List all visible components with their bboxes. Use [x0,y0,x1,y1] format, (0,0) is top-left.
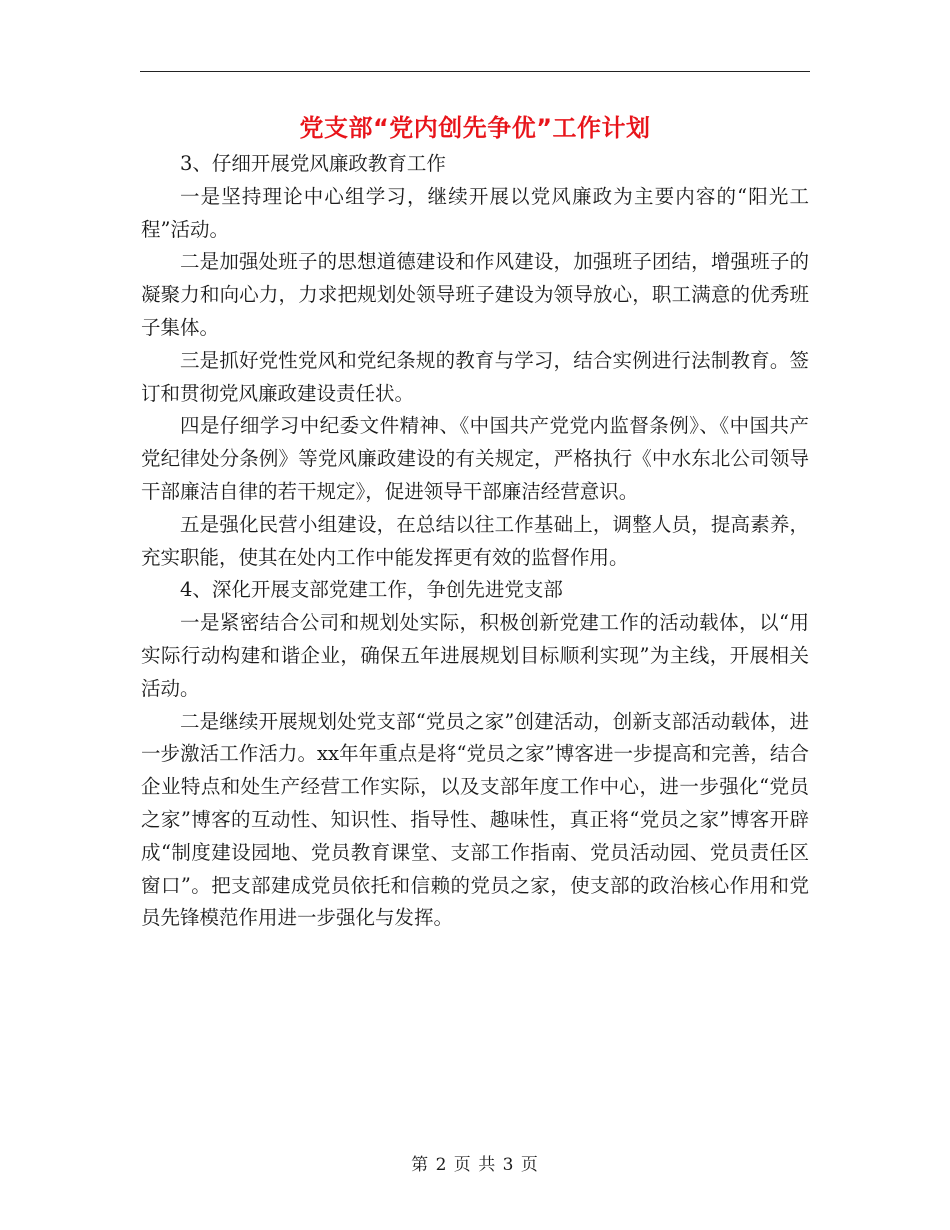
footer-suffix: 页 [520,1155,539,1175]
document-body [141,148,809,935]
footer-prefix: 第 [411,1155,430,1175]
paragraph: 三是抓好党性党风和党纪条规的教育与学习，结合实例进行法制教育。签订和贯彻党风廉政建设责任状。 [141,348,809,405]
section-heading-3: 3、仔细开展党风廉政教育工作 [180,152,446,175]
paragraph: 二是继续开展规划处党支部“党员之家”创建活动，创新支部活动载体，进一步激活工作活力。xx年年重点是将“党员之家”博客进一步提高和完善，结合企业特点和处生产经营工作实际，以及支部年度工作中心，进一步强化“党员之家”博客的互动性、知识性、指导性、趣味性，真正将“党员之家”博客开辟成“制度建设园地、党员教育课堂、支部工作指南、党员活动园、党员责任区窗口”。把支部建成党员依托和信赖的党员之家，使支部的政治核心作用和党员先锋模范作用进一步强化与发挥。 [141,709,809,930]
paragraph: 一是紧密结合公司和规划处实际，积极创新党建工作的活动载体，以“用实际行动构建和谐企业，确保五年进展规划目标顺利实现”为主线，开展相关活动。 [141,611,809,700]
footer-current-page: 2 [435,1155,448,1175]
paragraph: 五是强化民营小组建设，在总结以往工作基础上，调整人员，提高素养，充实职能，使其在处内工作中能发挥更有效的监督作用。 [141,512,809,569]
document-title: 党支部“党内创先争优”工作计划 [299,114,651,142]
section-heading-4: 4、深化开展支部党建工作，争创先进党支部 [180,578,563,602]
paragraph: 四是仔细学习中纪委文件精神、《中国共产党党内监督条例》、《中国共产党纪律处分条例》等党风廉政建设的有关规定，严格执行《中水东北公司领导干部廉洁自律的若干规定》，促进领导干部廉洁经营意识。 [141,414,809,503]
paragraph: 一是坚持理论中心组学习，继续开展以党风廉政为主要内容的“阳光工程”活动。 [141,184,809,241]
page-footer [0,1150,950,1175]
footer-total-pages: 3 [502,1155,515,1175]
footer-middle: 页 共 [453,1155,497,1175]
paragraph: 二是加强处班子的思想道德建设和作风建设，加强班子团结，增强班子的凝聚力和向心力，力求把规划处领导班子建设为领导放心，职工满意的优秀班子集体。 [141,250,809,339]
header-rule [140,71,810,72]
